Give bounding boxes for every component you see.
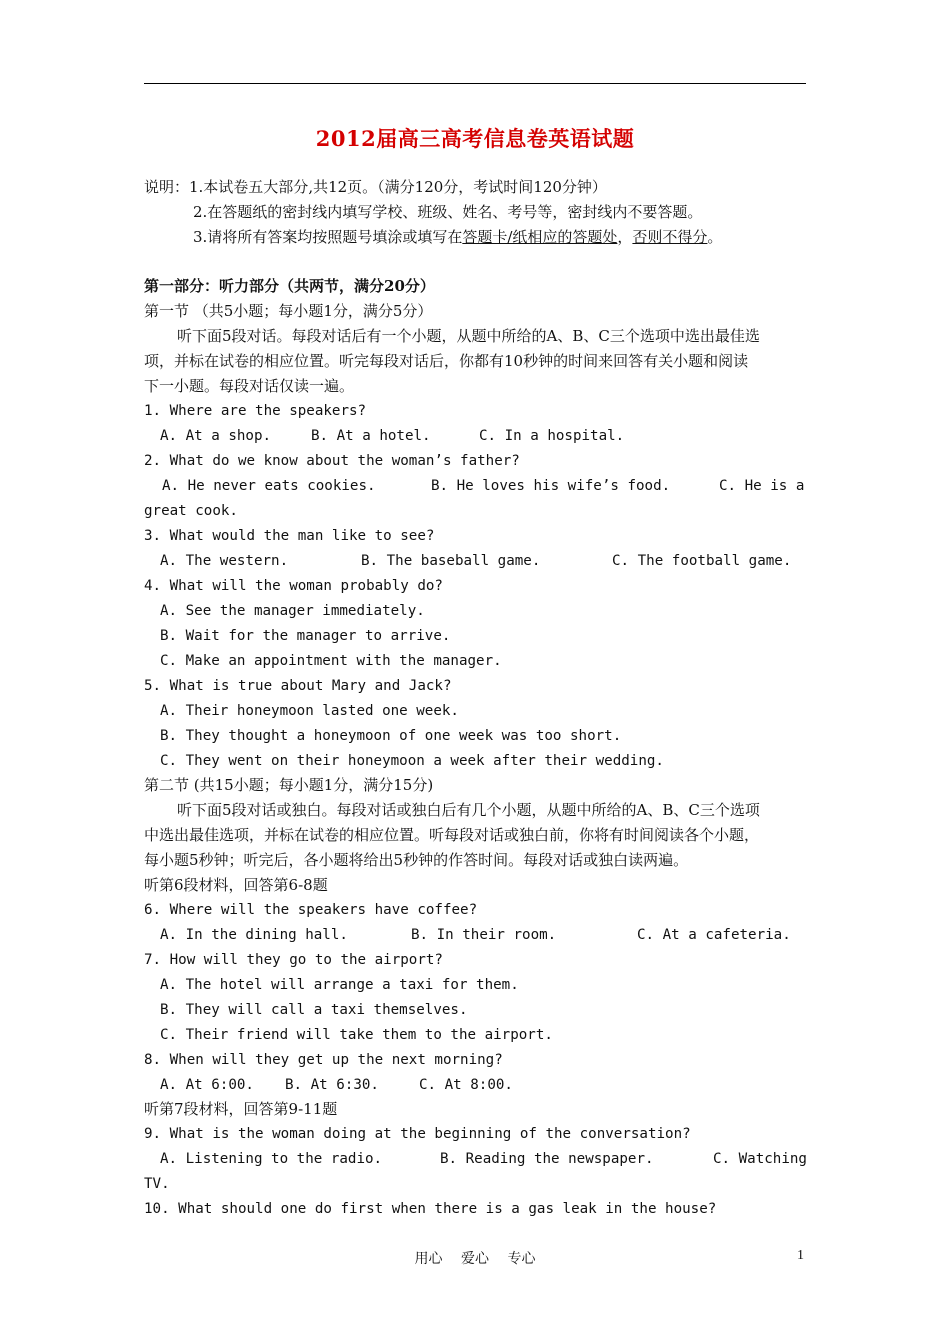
material-7-heading: 听第7段材料，回答第9-11题	[144, 1100, 338, 1118]
q3-option-c: C. The football game.	[612, 553, 792, 569]
page-number: 1	[797, 1248, 804, 1263]
header-rule	[144, 83, 806, 84]
question-1: 1. Where are the speakers?	[144, 403, 367, 419]
section2-heading: 第二节 (共15小题；每小题1分，满分15分)	[144, 776, 434, 794]
question-10: 10. What should one do first when there is a gas leak in the house?	[144, 1201, 717, 1217]
part1-heading: 第一部分：听力部分（共两节，满分20分）	[144, 277, 435, 295]
question-8: 8. When will they get up the next morning?	[144, 1052, 503, 1068]
q9-option-c-continued: TV.	[144, 1176, 170, 1192]
q7-option-b: B. They will call a taxi themselves.	[160, 1002, 468, 1018]
q2-option-c-continued: great cook.	[144, 503, 238, 519]
q2-option-b: B. He loves his wife’s food.	[431, 478, 671, 494]
section1-instructions-line-2: 项，并标在试卷的相应位置。听完每段对话后，你都有10秒钟的时间来回答有关小题和阅读	[144, 352, 749, 370]
section1-instructions-line-3: 下一小题。每段对话仅读一遍。	[144, 377, 355, 395]
q8-option-b: B. At 6:30.	[285, 1077, 379, 1093]
q5-option-b: B. They thought a honeymoon of one week was too short.	[160, 728, 622, 744]
q9-option-b: B. Reading the newspaper.	[440, 1151, 654, 1167]
instruction-line-1: 说明：1.本试卷五大部分,共12页。（满分120分，考试时间120分钟）	[144, 178, 607, 196]
section1-heading: 第一节 （共5小题；每小题1分，满分5分）	[144, 302, 433, 320]
q4-option-c: C. Make an appointment with the manager.	[160, 653, 502, 669]
q7-option-c: C. Their friend will take them to the airport.	[160, 1027, 553, 1043]
q2-option-a: A. He never eats cookies.	[162, 478, 376, 494]
q6-option-c: C. At a cafeteria.	[637, 927, 791, 943]
q5-option-c: C. They went on their honeymoon a week after their wedding.	[160, 753, 664, 769]
footer-motto: 用心 爱心 专心	[414, 1251, 536, 1267]
question-4: 4. What will the woman probably do?	[144, 578, 443, 594]
q1-option-b: B. At a hotel.	[311, 428, 431, 444]
q6-option-a: A. In the dining hall.	[160, 927, 348, 943]
q3-option-b: B. The baseball game.	[361, 553, 541, 569]
question-2: 2. What do we know about the woman’s father?	[144, 453, 520, 469]
material-6-heading: 听第6段材料，回答第6-8题	[144, 876, 328, 894]
question-7: 7. How will they go to the airport?	[144, 952, 443, 968]
q1-option-a: A. At a shop.	[160, 428, 272, 444]
instruction-line-2: 2.在答题纸的密封线内填写学校、班级、姓名、考号等，密封线内不要答题。	[193, 203, 703, 221]
q4-option-b: B. Wait for the manager to arrive.	[160, 628, 451, 644]
section2-instructions-line-1: 听下面5段对话或独白。每段对话或独白后有几个小题，从题中所给的A、B、C三个选项	[177, 801, 760, 819]
section1-instructions-line-1: 听下面5段对话。每段对话后有一个小题，从题中所给的A、B、C三个选项中选出最佳选	[177, 327, 760, 345]
q2-option-c: C. He is a	[719, 478, 805, 494]
q7-option-a: A. The hotel will arrange a taxi for them.	[160, 977, 519, 993]
question-6: 6. Where will the speakers have coffee?	[144, 902, 478, 918]
page-title: 2012届高三高考信息卷英语试题	[315, 126, 635, 151]
q8-option-c: C. At 8:00.	[419, 1077, 513, 1093]
section2-instructions-line-3: 每小题5秒钟；听完后，各小题将给出5秒钟的作答时间。每段对话或独白读两遍。	[144, 851, 689, 869]
question-3: 3. What would the man like to see?	[144, 528, 435, 544]
instruction-line-3: 3.请将所有答案均按照题号填涂或填写在答题卡/纸相应的答题处，否则不得分。	[193, 228, 723, 246]
q8-option-a: A. At 6:00.	[160, 1077, 254, 1093]
q9-option-c: C. Watching	[713, 1151, 807, 1167]
question-9: 9. What is the woman doing at the beginning of the conversation?	[144, 1126, 691, 1142]
q3-option-a: A. The western.	[160, 553, 289, 569]
q5-option-a: A. Their honeymoon lasted one week.	[160, 703, 459, 719]
q9-option-a: A. Listening to the radio.	[160, 1151, 383, 1167]
question-5: 5. What is true about Mary and Jack?	[144, 678, 452, 694]
section2-instructions-line-2: 中选出最佳选项，并标在试卷的相应位置。听每段对话或独白前，你将有时间阅读各个小题，	[144, 826, 760, 844]
q6-option-b: B. In their room.	[411, 927, 557, 943]
q4-option-a: A. See the manager immediately.	[160, 603, 425, 619]
q1-option-c: C. In a hospital.	[479, 428, 625, 444]
